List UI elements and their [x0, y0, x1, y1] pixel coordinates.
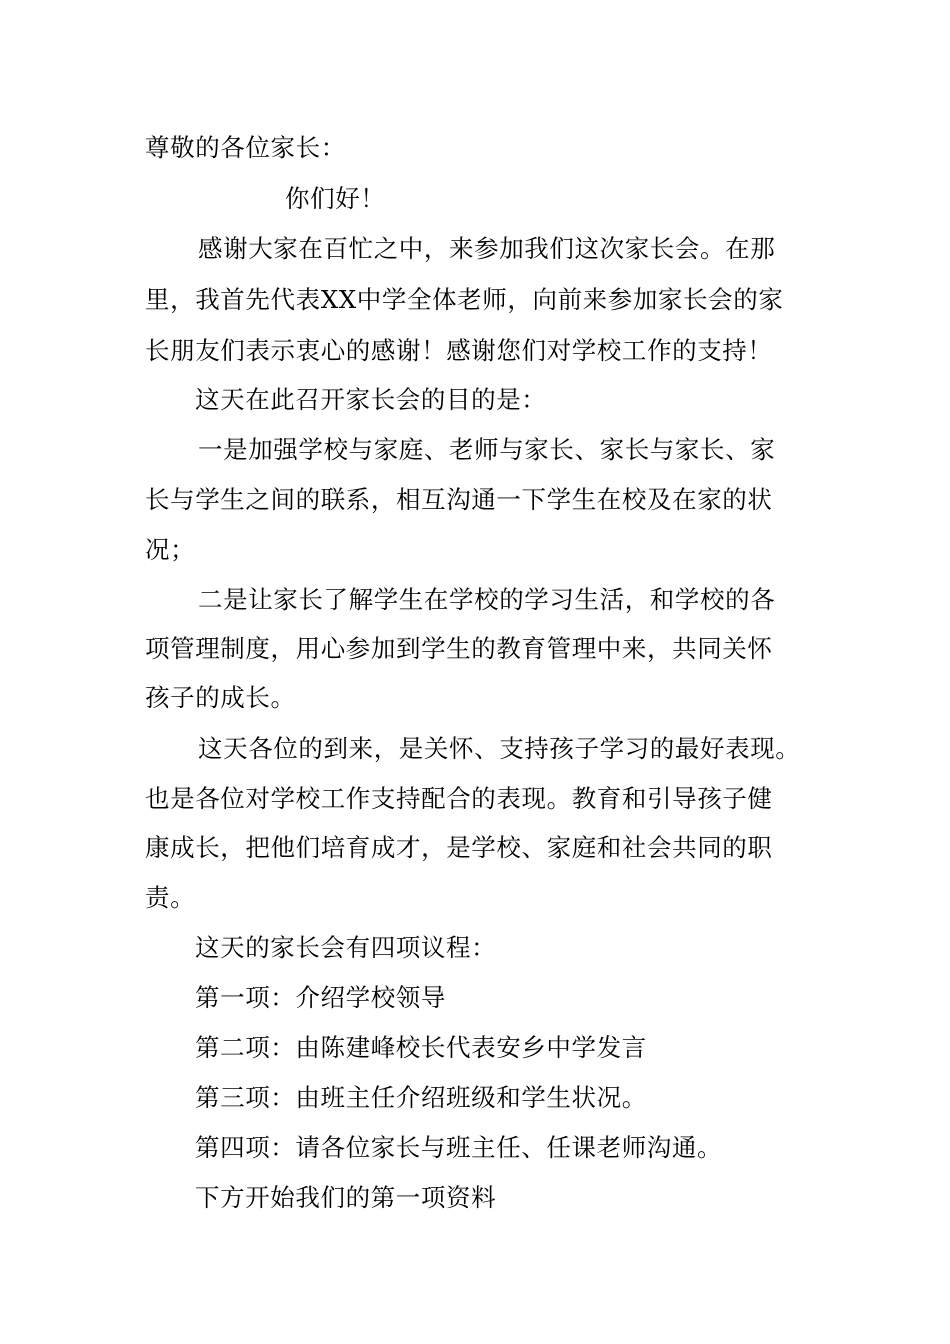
- paragraph-3-line-2: 长与学生之间的联系，相互沟通一下学生在校及在家的状: [145, 485, 773, 514]
- paragraph-4-line-3: 孩子的成长。: [145, 683, 296, 712]
- paragraph-1-line-2: 里，我首先代表XX中学全体老师，向前来参加家长会的家: [145, 285, 784, 314]
- greeting: 你们好！: [285, 184, 386, 213]
- agenda-item-4: 第四项：请各位家长与班主任、任课老师沟通。: [195, 1133, 723, 1162]
- agenda-item-2: 第二项：由陈建峰校长代表安乡中学发言: [195, 1033, 647, 1062]
- paragraph-5-line-1: 这天各位的到来，是关怀、支持孩子学习的最好表现。: [198, 734, 801, 763]
- paragraph-1-line-1: 感谢大家在百忙之中，来参加我们这次家长会。在那: [198, 234, 776, 263]
- paragraph-5-line-2: 也是各位对学校工作支持配合的表现。教育和引导孩子健: [145, 784, 773, 813]
- paragraph-5-line-4: 责。: [145, 883, 196, 912]
- salutation: 尊敬的各位家长：: [145, 133, 346, 162]
- paragraph-4-line-1: 二是让家长了解学生在学校的学习生活，和学校的各: [198, 585, 776, 614]
- paragraph-2: 这天在此召开家长会的目的是：: [195, 385, 547, 414]
- paragraph-1-line-3: 长朋友们表示衷心的感谢！感谢您们对学校工作的支持！: [145, 336, 773, 365]
- agenda-item-3: 第三项：由班主任介绍班级和学生状况。: [195, 1083, 647, 1112]
- closing-line: 下方开始我们的第一项资料: [195, 1183, 497, 1212]
- paragraph-4-line-2: 项管理制度，用心参加到学生的教育管理中来，共同关怀: [145, 634, 773, 663]
- paragraph-3-line-3: 况；: [145, 535, 196, 564]
- paragraph-3-line-1: 一是加强学校与家庭、老师与家长、家长与家长、家: [198, 435, 776, 464]
- paragraph-5-line-3: 康成长，把他们培育成才，是学校、家庭和社会共同的职: [145, 833, 773, 862]
- agenda-intro: 这天的家长会有四项议程：: [195, 933, 497, 962]
- agenda-item-1: 第一项：介绍学校领导: [195, 983, 446, 1012]
